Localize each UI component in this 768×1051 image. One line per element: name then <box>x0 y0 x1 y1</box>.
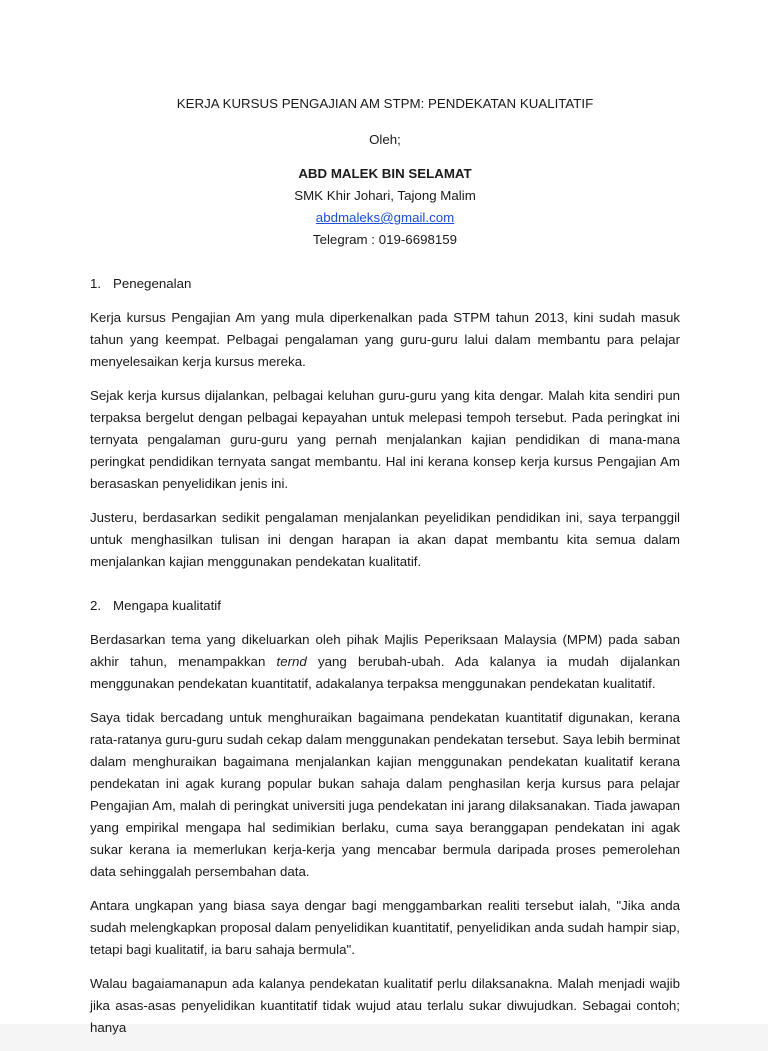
document-body <box>90 93 680 1051</box>
school-name: SMK Khir Johari, Tajong Malim <box>294 188 476 203</box>
section-title: Penegenalan <box>113 276 192 291</box>
section-heading-1 <box>90 273 680 295</box>
paragraph-text: yang berubah-ubah. Ada kalanya ia mudah dijalankan menggunakan pendekatan kuantitatif, adakalanya terpaksa menggunakan pendekatan kualitatif. <box>90 654 680 691</box>
paragraph-text: Berdasarkan tema yang dikeluarkan oleh pihak Majlis Peperiksaan Malaysia (MPM) pada saban akhir tahun, menampakkan <box>90 632 680 669</box>
paragraph: Sejak kerja kursus dijalankan, pelbagai keluhan guru-guru yang kita dengar. Malah kita sendiri pun terpaksa bergelut dengan pelbagai kepayahan untuk melepasi tempoh tersebut. Pada peringkat ini ternyata pengalaman guru-guru yang pernah menjalankan kajian pendidikan di mana-mana peringkat pendidikan ternyata sangat membantu. Hal ini kerana konsep kerja kursus Pengajian Am berasaskan penyelidikan jenis ini. <box>90 388 680 491</box>
paragraph <box>90 629 680 695</box>
paragraph: Saya tidak bercadang untuk menghuraikan bagaimana pendekatan kuantitatif digunakan, kerana rata-ratanya guru-guru sudah cekap dalam menggunakan pendekatan tersebut. Saya lebih berminat dalam menghuraikan bagaimana menjalankan kajian menggunakan pendekatan kualitatif kerana pendekatan ini agak kurang popular bukan sahaja dalam penghasilan kerja kursus para pelajar Pengajian Am, malah di peringkat universiti juga pendekatan ini jarang dilaksanakan. Tiada jawapan yang empirikal mengapa hal sedimikian berlaku, cuma saya beranggapan pendekatan ini agak sukar kerana ia memerlukan kerja-kerja yang mencabar bermula daripada proses pemerolehan data sehinggalah persembahan data. <box>90 710 680 879</box>
document-title: KERJA KURSUS PENGAJIAN AM STPM: PENDEKATAN KUALITATIF <box>176 96 594 111</box>
author-name: ABD MALEK BIN SELAMAT <box>298 166 472 181</box>
telegram-contact: Telegram : 019-6698159 <box>312 232 458 247</box>
paragraph: Antara ungkapan yang biasa saya dengar bagi menggambarkan realiti tersebut ialah, "Jika anda sudah melengkapkan proposal dalam penyelidikan kuantitatif, penyelidikan anda sudah hampir siap, tetapi bagi kualitatif, ia baru sahaja bermula". <box>90 898 680 957</box>
section-number: 2. <box>90 598 102 613</box>
section-title: Mengapa kualitatif <box>113 598 221 613</box>
by-label: Oleh; <box>369 132 401 147</box>
paragraph: Walau bagaiamanapun ada kalanya pendekatan kualitatif perlu dilaksanakna. Malah menjadi wajib jika asas-asas penyelidikan kuantitatif tidak wujud atau terlalu sukar diwujudkan. Sebagai contoh; hanya <box>90 976 680 1035</box>
section-heading-2 <box>90 595 680 617</box>
author-block <box>90 163 680 251</box>
email-link[interactable]: abdmaleks@gmail.com <box>315 210 455 225</box>
italic-word: ternd <box>276 654 307 669</box>
paragraph: Justeru, berdasarkan sedikit pengalaman menjalankan peyelidikan pendidikan ini, saya terpanggil untuk menghasilkan tulisan ini dengan harapan ia akan dapat membantu kita semua dalam menjalankan kajian menggunakan pendekatan kualitatif. <box>90 510 680 569</box>
section-number: 1. <box>90 276 102 291</box>
paragraph: Kerja kursus Pengajian Am yang mula diperkenalkan pada STPM tahun 2013, kini sudah masuk tahun yang keempat. Pelbagai pengalaman yang guru-guru lalui dalam membantu para pelajar menyelesaikan kerja kursus mereka. <box>90 310 680 369</box>
